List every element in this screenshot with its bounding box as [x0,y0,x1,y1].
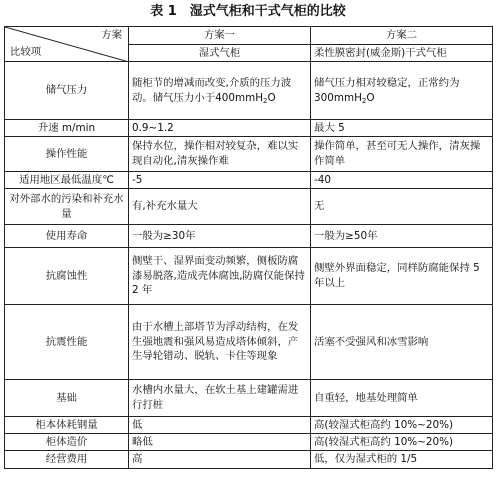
header-scheme2: 方案二 [311,27,493,45]
scheme1-cell: 0.9~1.2 [129,120,311,137]
comparison-table [4,26,493,469]
row-item-label: 操作性能 [5,137,129,172]
scheme1-cell: 高 [129,451,311,469]
table-row [5,305,493,380]
scheme2-cell: 一般为≥50年 [311,225,493,248]
header-type1: 湿式气柜 [129,45,311,62]
table-row [5,189,493,225]
scheme2-cell: 侧壁外界面稳定，同样防腐能保持 5 年以上 [311,248,493,305]
table-row [5,62,493,120]
scheme1-cell: 一般为≥30年 [129,225,311,248]
header-scheme1: 方案一 [129,27,311,45]
scheme2-cell: 最大 5 [311,120,493,137]
scheme2-cell: 低，仅为湿式柜的 1/5 [311,451,493,469]
table-row [5,380,493,417]
scheme1-cell: 略低 [129,434,311,451]
header-type2: 柔性膜密封(威金斯)干式气柜 [311,45,493,62]
row-item-label: 对外部水的污染和补充水量 [5,189,129,225]
scheme1-cell: 保持水位，操作相对较复杂，难以实现自动化,清灰操作难 [129,137,311,172]
row-item-label: 经营费用 [5,451,129,469]
scheme2-cell: 高(较湿式柜高约 10%~20%) [311,434,493,451]
table-row [5,225,493,248]
table-row [5,248,493,305]
scheme2-cell: 操作简单，甚至可无人操作，清灰操作简单 [311,137,493,172]
scheme2-cell: -40 [311,172,493,189]
scheme1-cell: 随柜节的增减而改变,介质的压力波动。储气压力小于400mmH$_2$O [129,62,311,120]
corner-header-cell [5,27,129,62]
row-item-label: 储气压力 [5,62,129,120]
scheme2-cell: 储气压力相对较稳定，正常约为300mmH$_2$O [311,62,493,120]
row-item-label: 柜本体耗钢量 [5,417,129,434]
table-title: 表 1 湿式气柜和干式气柜的比较 [150,4,346,19]
scheme1-cell: 低 [129,417,311,434]
table-row [5,172,493,189]
row-item-label: 基础 [5,380,129,417]
scheme1-cell: 侧壁干、湿界面变动频繁，侧板防腐漆易脱落,造成壳体腐蚀,防腐仅能保持 2 年 [129,248,311,305]
table-row [5,137,493,172]
row-item-label: 升速 m/min [5,120,129,137]
row-item-label: 适用地区最低温度℃ [5,172,129,189]
corner-label-item: 比较项 [10,46,42,59]
scheme1-cell: -5 [129,172,311,189]
row-item-label: 使用寿命 [5,225,129,248]
row-item-label: 抗腐蚀性 [5,248,129,305]
scheme1-cell: 有,补充水量大 [129,189,311,225]
scheme1-cell: 水槽内水量大，在软土基上建罐需进行打桩 [129,380,311,417]
corner-label-scheme: 方案 [101,29,122,41]
scheme2-cell: 活塞不受强风和冰雪影响 [311,305,493,380]
table-row [5,120,493,137]
scheme1-cell: 由于水槽上部塔节为浮动结构，在发生强地震和强风易造成塔体倾斜，产生导轮错动、脱轨、卡住等现象 [129,305,311,380]
row-item-label: 柜体造价 [5,434,129,451]
scheme2-cell: 高(较湿式柜高约 10%~20%) [311,417,493,434]
row-item-label: 抗震性能 [5,305,129,380]
table-row [5,434,493,451]
scheme2-cell: 无 [311,189,493,225]
scheme2-cell: 自重轻，地基处理简单 [311,380,493,417]
table-row [5,451,493,469]
table-row [5,417,493,434]
table-header-row [5,27,493,45]
